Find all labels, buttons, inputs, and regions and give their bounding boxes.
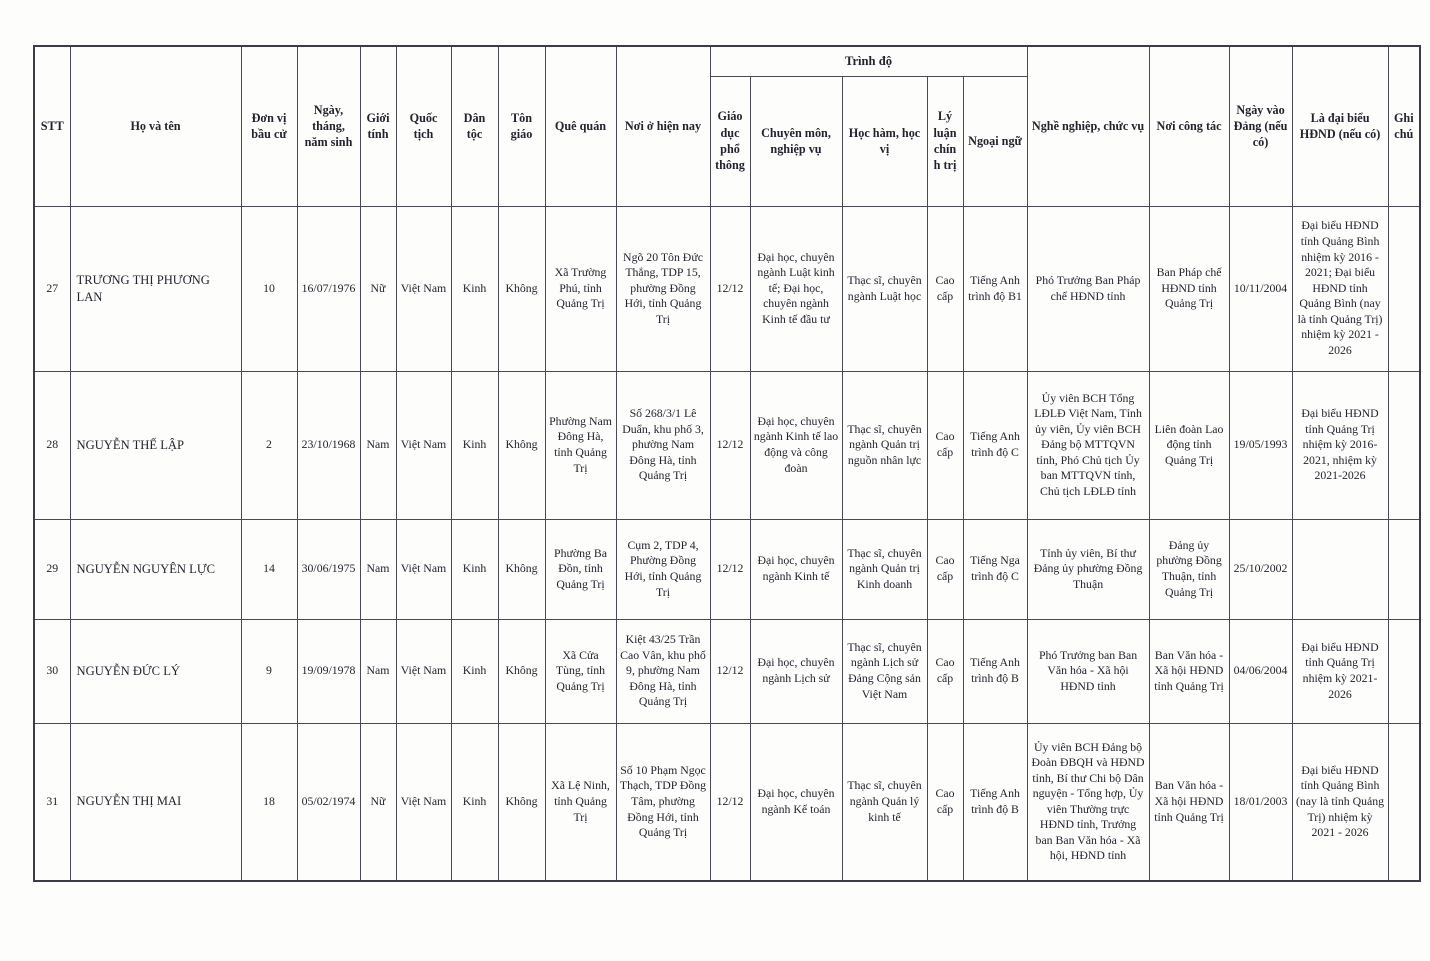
cell-dai-bieu-hdnd <box>1292 519 1388 619</box>
cell-ly-luan-chinh-tri: Cao cấp <box>927 371 963 519</box>
cell-ngay-sinh: 19/09/1978 <box>297 619 360 723</box>
cell-don-vi-bau-cu: 18 <box>241 723 297 881</box>
header-row-group <box>34 46 1420 76</box>
cell-chuyen-mon-nghiep-vu: Đại học, chuyên ngành Kế toán <box>750 723 842 881</box>
table-row <box>34 723 1420 881</box>
cell-dan-toc: Kinh <box>451 619 498 723</box>
cell-giao-duc-pho-thong: 12/12 <box>710 619 750 723</box>
col-header-quoc-tich: Quốc tịch <box>396 46 451 206</box>
cell-hoc-ham-hoc-vi: Thạc sĩ, chuyên ngành Quản lý kinh tế <box>842 723 927 881</box>
cell-ly-luan-chinh-tri: Cao cấp <box>927 206 963 371</box>
cell-noi-o-hien-nay: Kiệt 43/25 Trần Cao Vân, khu phố 9, phường Nam Đông Hà, tỉnh Quảng Trị <box>616 619 710 723</box>
cell-chuyen-mon-nghiep-vu: Đại học, chuyên ngành Luật kinh tế; Đại học, chuyên ngành Kinh tế đầu tư <box>750 206 842 371</box>
cell-chuyen-mon-nghiep-vu: Đại học, chuyên ngành Kinh tế lao động và công đoàn <box>750 371 842 519</box>
cell-ngay-sinh: 05/02/1974 <box>297 723 360 881</box>
cell-dan-toc: Kinh <box>451 519 498 619</box>
cell-giao-duc-pho-thong: 12/12 <box>710 723 750 881</box>
cell-nghe-nghiep-chuc-vu: Phó Trưởng Ban Pháp chế HĐND tỉnh <box>1027 206 1149 371</box>
cell-dai-bieu-hdnd: Đại biểu HĐND tỉnh Quảng Trị nhiệm kỳ 2021-2026 <box>1292 619 1388 723</box>
cell-ho-va-ten: NGUYỄN THẾ LẬP <box>70 371 241 519</box>
table-row <box>34 371 1420 519</box>
cell-nghe-nghiep-chuc-vu: Ủy viên BCH Đảng bộ Đoàn ĐBQH và HĐND tỉnh, Bí thư Chi bộ Dân nguyện - Tổng hợp, Ủy viên Thường trực HĐND tỉnh, Trưởng ban Ban Văn hóa - Xã hội, HĐND tỉnh <box>1027 723 1149 881</box>
cell-gioi-tinh: Nữ <box>360 723 396 881</box>
table-row <box>34 519 1420 619</box>
col-header-ton-giao: Tôn giáo <box>498 46 545 206</box>
cell-hoc-ham-hoc-vi: Thạc sĩ, chuyên ngành Lịch sử Đảng Cộng sản Việt Nam <box>842 619 927 723</box>
col-header-ghi-chu: Ghi chú <box>1388 46 1420 206</box>
cell-ho-va-ten: TRƯƠNG THỊ PHƯƠNG LAN <box>70 206 241 371</box>
cell-quoc-tich: Việt Nam <box>396 519 451 619</box>
col-header-ngay-sinh: Ngày, tháng, năm sinh <box>297 46 360 206</box>
cell-ghi-chu <box>1388 519 1420 619</box>
col-header-dan-toc: Dân tộc <box>451 46 498 206</box>
col-header-ngay-vao-dang: Ngày vào Đảng (nếu có) <box>1229 46 1292 206</box>
cell-quoc-tich: Việt Nam <box>396 723 451 881</box>
cell-ngay-vao-dang: 10/11/2004 <box>1229 206 1292 371</box>
cell-ghi-chu <box>1388 723 1420 881</box>
cell-gioi-tinh: Nam <box>360 619 396 723</box>
cell-dan-toc: Kinh <box>451 206 498 371</box>
cell-gioi-tinh: Nữ <box>360 206 396 371</box>
cell-giao-duc-pho-thong: 12/12 <box>710 371 750 519</box>
cell-giao-duc-pho-thong: 12/12 <box>710 519 750 619</box>
cell-ghi-chu <box>1388 206 1420 371</box>
table-row <box>34 619 1420 723</box>
cell-noi-o-hien-nay: Cụm 2, TDP 4, Phường Đồng Hới, tỉnh Quảng Trị <box>616 519 710 619</box>
cell-stt: 29 <box>34 519 70 619</box>
cell-ton-giao: Không <box>498 206 545 371</box>
cell-hoc-ham-hoc-vi: Thạc sĩ, chuyên ngành Luật học <box>842 206 927 371</box>
cell-don-vi-bau-cu: 2 <box>241 371 297 519</box>
cell-chuyen-mon-nghiep-vu: Đại học, chuyên ngành Kinh tế <box>750 519 842 619</box>
cell-don-vi-bau-cu: 14 <box>241 519 297 619</box>
cell-ton-giao: Không <box>498 619 545 723</box>
cell-dan-toc: Kinh <box>451 371 498 519</box>
cell-noi-cong-tac: Ban Văn hóa - Xã hội HĐND tỉnh Quảng Trị <box>1149 723 1229 881</box>
col-header-noi-cong-tac: Nơi công tác <box>1149 46 1229 206</box>
cell-gioi-tinh: Nam <box>360 519 396 619</box>
cell-ngay-vao-dang: 18/01/2003 <box>1229 723 1292 881</box>
col-header-que-quan: Quê quán <box>545 46 616 206</box>
table-row <box>34 206 1420 371</box>
cell-stt: 31 <box>34 723 70 881</box>
cell-que-quan: Phường Nam Đông Hà, tỉnh Quảng Trị <box>545 371 616 519</box>
cell-ngoai-ngu: Tiếng Anh trình độ B <box>963 619 1027 723</box>
cell-dai-bieu-hdnd: Đại biểu HĐND tỉnh Quảng Trị nhiệm kỳ 2016-2021, nhiệm kỳ 2021-2026 <box>1292 371 1388 519</box>
cell-ngoai-ngu: Tiếng Anh trình độ C <box>963 371 1027 519</box>
col-header-giao-duc-pho-thong: Giáo dục phổ thông <box>710 76 750 206</box>
cell-dan-toc: Kinh <box>451 723 498 881</box>
cell-noi-cong-tac: Ban Văn hóa - Xã hội HĐND tỉnh Quảng Trị <box>1149 619 1229 723</box>
cell-ho-va-ten: NGUYỄN THỊ MAI <box>70 723 241 881</box>
cell-noi-o-hien-nay: Số 10 Phạm Ngọc Thạch, TDP Đồng Tâm, phường Đồng Hới, tỉnh Quảng Trị <box>616 723 710 881</box>
cell-ngoai-ngu: Tiếng Nga trình độ C <box>963 519 1027 619</box>
cell-ly-luan-chinh-tri: Cao cấp <box>927 619 963 723</box>
cell-hoc-ham-hoc-vi: Thạc sĩ, chuyên ngành Quản trị Kinh doanh <box>842 519 927 619</box>
cell-nghe-nghiep-chuc-vu: Ủy viên BCH Tổng LĐLĐ Việt Nam, Tỉnh ủy viên, Ủy viên BCH Đảng bộ MTTQVN tỉnh, Phó Chủ tịch Ủy ban MTTQVN tỉnh, Chủ tịch LĐLĐ tỉnh <box>1027 371 1149 519</box>
cell-que-quan: Xã Lệ Ninh, tỉnh Quảng Trị <box>545 723 616 881</box>
cell-quoc-tich: Việt Nam <box>396 206 451 371</box>
cell-ngoai-ngu: Tiếng Anh trình độ B <box>963 723 1027 881</box>
cell-ngay-vao-dang: 25/10/2002 <box>1229 519 1292 619</box>
cell-ho-va-ten: NGUYỄN ĐỨC LÝ <box>70 619 241 723</box>
cell-ghi-chu <box>1388 371 1420 519</box>
cell-ton-giao: Không <box>498 371 545 519</box>
col-header-stt: STT <box>34 46 70 206</box>
cell-don-vi-bau-cu: 10 <box>241 206 297 371</box>
cell-ngay-sinh: 30/06/1975 <box>297 519 360 619</box>
cell-stt: 27 <box>34 206 70 371</box>
cell-stt: 30 <box>34 619 70 723</box>
cell-que-quan: Xã Trường Phú, tỉnh Quảng Trị <box>545 206 616 371</box>
cell-ngay-vao-dang: 19/05/1993 <box>1229 371 1292 519</box>
cell-noi-cong-tac: Ban Pháp chế HĐND tỉnh Quảng Trị <box>1149 206 1229 371</box>
deputies-table <box>33 45 1421 882</box>
cell-ngay-vao-dang: 04/06/2004 <box>1229 619 1292 723</box>
cell-ly-luan-chinh-tri: Cao cấp <box>927 519 963 619</box>
cell-dai-bieu-hdnd: Đại biểu HĐND tỉnh Quảng Bình (nay là tỉnh Quảng Trị) nhiệm kỳ 2021 - 2026 <box>1292 723 1388 881</box>
col-header-ly-luan-chinh-tri: Lý luận chính trị <box>927 76 963 206</box>
cell-noi-o-hien-nay: Ngõ 20 Tôn Đức Thắng, TDP 15, phường Đồng Hới, tỉnh Quảng Trị <box>616 206 710 371</box>
cell-ton-giao: Không <box>498 723 545 881</box>
cell-stt: 28 <box>34 371 70 519</box>
col-header-gioi-tinh: Giới tính <box>360 46 396 206</box>
col-header-ho-va-ten: Họ và tên <box>70 46 241 206</box>
cell-chuyen-mon-nghiep-vu: Đại học, chuyên ngành Lịch sử <box>750 619 842 723</box>
cell-ghi-chu <box>1388 619 1420 723</box>
col-group-trinh-do: Trình độ <box>710 46 1027 76</box>
cell-que-quan: Phường Ba Đồn, tỉnh Quảng Trị <box>545 519 616 619</box>
col-header-noi-o-hien-nay: Nơi ở hiện nay <box>616 46 710 206</box>
cell-noi-o-hien-nay: Số 268/3/1 Lê Duẩn, khu phố 3, phường Nam Đông Hà, tỉnh Quảng Trị <box>616 371 710 519</box>
cell-nghe-nghiep-chuc-vu: Phó Trưởng ban Ban Văn hóa - Xã hội HĐND tỉnh <box>1027 619 1149 723</box>
cell-ton-giao: Không <box>498 519 545 619</box>
cell-ngay-sinh: 16/07/1976 <box>297 206 360 371</box>
cell-nghe-nghiep-chuc-vu: Tỉnh ủy viên, Bí thư Đảng ủy phường Đồng Thuận <box>1027 519 1149 619</box>
cell-hoc-ham-hoc-vi: Thạc sĩ, chuyên ngành Quản trị nguồn nhân lực <box>842 371 927 519</box>
cell-quoc-tich: Việt Nam <box>396 371 451 519</box>
cell-quoc-tich: Việt Nam <box>396 619 451 723</box>
col-header-don-vi-bau-cu: Đơn vị bầu cử <box>241 46 297 206</box>
cell-ngay-sinh: 23/10/1968 <box>297 371 360 519</box>
cell-ngoai-ngu: Tiếng Anh trình độ B1 <box>963 206 1027 371</box>
cell-noi-cong-tac: Liên đoàn Lao động tỉnh Quảng Trị <box>1149 371 1229 519</box>
cell-giao-duc-pho-thong: 12/12 <box>710 206 750 371</box>
cell-don-vi-bau-cu: 9 <box>241 619 297 723</box>
cell-gioi-tinh: Nam <box>360 371 396 519</box>
col-header-hoc-ham-hoc-vi: Học hàm, học vị <box>842 76 927 206</box>
cell-ly-luan-chinh-tri: Cao cấp <box>927 723 963 881</box>
cell-ho-va-ten: NGUYỄN NGUYÊN LỰC <box>70 519 241 619</box>
cell-dai-bieu-hdnd: Đại biểu HĐND tỉnh Quảng Bình nhiệm kỳ 2016 - 2021; Đại biểu HĐND tỉnh Quảng Bình (nay là tỉnh Quảng Trị) nhiệm kỳ 2021 - 2026 <box>1292 206 1388 371</box>
col-header-chuyen-mon-nghiep-vu: Chuyên môn, nghiệp vụ <box>750 76 842 206</box>
col-header-nghe-nghiep-chuc-vu: Nghề nghiệp, chức vụ <box>1027 46 1149 206</box>
col-header-dai-bieu-hdnd: Là đại biểu HĐND (nếu có) <box>1292 46 1388 206</box>
cell-que-quan: Xã Cửa Tùng, tỉnh Quảng Trị <box>545 619 616 723</box>
cell-noi-cong-tac: Đảng ủy phường Đồng Thuận, tỉnh Quảng Trị <box>1149 519 1229 619</box>
col-header-ngoai-ngu: Ngoại ngữ <box>963 76 1027 206</box>
